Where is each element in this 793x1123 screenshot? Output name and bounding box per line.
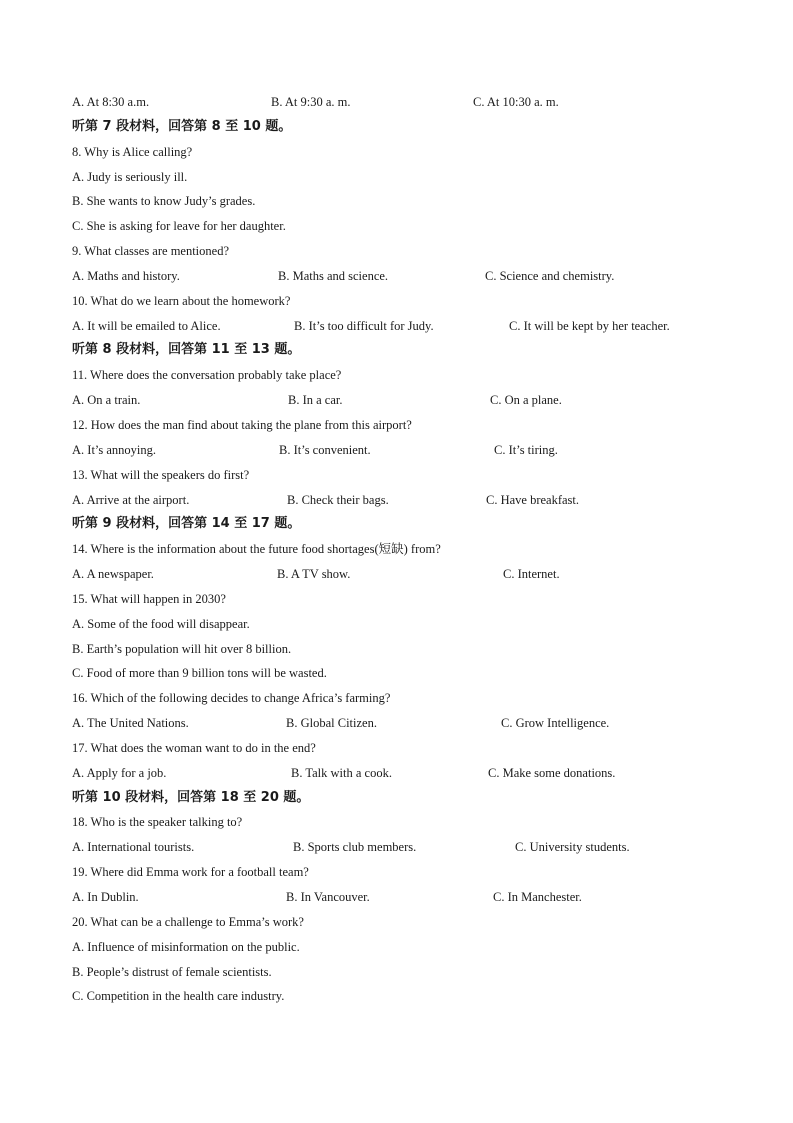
option-row [72, 391, 732, 416]
answer-option: C. At 10:30 a. m. [473, 95, 559, 109]
option-row [72, 317, 732, 342]
question-text [72, 863, 732, 888]
option-row [72, 714, 732, 739]
question-text [72, 242, 732, 267]
answer-option [72, 640, 732, 665]
answer-option [72, 938, 732, 963]
answer-option: A. It’s annoying. [72, 442, 157, 457]
question-text [72, 466, 732, 491]
answer-option [72, 963, 732, 988]
answer-option: B. In Vancouver. [286, 890, 370, 904]
question-list [72, 93, 732, 1012]
answer-option [72, 192, 732, 217]
line-text: 16. Which of the following decides to change Africa’s farming? [72, 691, 391, 706]
answer-option: B. Check their bags. [287, 492, 389, 507]
answer-option [72, 987, 732, 1012]
question-text [72, 292, 732, 317]
line-text: 听第 9 段材料，回答第 14 至 17 题。 [72, 516, 301, 532]
answer-option: B. It’s convenient. [279, 442, 371, 457]
answer-option: B. Maths and science. [278, 268, 389, 283]
line-text: A. Influence of misinformation on the public. [72, 939, 300, 954]
line-text: 听第 10 段材料，回答第 18 至 20 题。 [72, 789, 310, 805]
line-text: 11. Where does the conversation probably take place? [72, 368, 342, 383]
line-text: 8. Why is Alice calling? [72, 144, 193, 159]
option-row [72, 93, 732, 118]
section-heading [72, 789, 732, 814]
answer-option: A. At 8:30 a.m. [72, 95, 150, 109]
answer-option: C. University students. [515, 840, 630, 855]
answer-option: A. Maths and history. [72, 268, 180, 283]
answer-option: C. Internet. [503, 567, 560, 582]
answer-option: A. International tourists. [72, 840, 195, 855]
answer-option: C. It’s tiring. [494, 442, 558, 457]
answer-option [72, 615, 732, 640]
question-text [72, 366, 732, 391]
option-row [72, 441, 732, 466]
answer-option: A. In Dublin. [72, 890, 139, 904]
answer-option: C. Grow Intelligence. [501, 716, 610, 731]
section-heading [72, 118, 732, 143]
answer-option: A. Arrive at the airport. [72, 492, 190, 507]
answer-option [72, 168, 732, 193]
answer-option: B. Sports club members. [293, 840, 417, 855]
answer-option: C. Science and chemistry. [485, 268, 615, 283]
line-text: 13. What will the speakers do first? [72, 467, 250, 482]
line-text: B. She wants to know Judy’s grades. [72, 194, 256, 209]
line-text: 听第 7 段材料，回答第 8 至 10 题。 [72, 118, 292, 134]
answer-option: A. A newspaper. [72, 567, 154, 582]
answer-option: C. Make some donations. [488, 765, 616, 780]
answer-option: B. Talk with a cook. [291, 765, 392, 780]
answer-option: C. In Manchester. [493, 890, 582, 904]
question-text [72, 739, 732, 764]
question-text [72, 143, 732, 168]
line-text: 19. Where did Emma work for a football team? [72, 865, 309, 880]
line-text: 9. What classes are mentioned? [72, 244, 230, 259]
answer-option: A. The United Nations. [72, 716, 189, 731]
answer-option: C. Have breakfast. [486, 492, 580, 507]
section-heading [72, 515, 732, 540]
answer-option: B. At 9:30 a. m. [271, 95, 351, 109]
line-text: C. Competition in the health care industry. [72, 989, 285, 1004]
line-text: A. Judy is seriously ill. [72, 169, 188, 184]
answer-option [72, 217, 732, 242]
answer-option: A. It will be emailed to Alice. [72, 318, 221, 333]
line-text: B. Earth’s population will hit over 8 billion. [72, 641, 292, 656]
question-text [72, 590, 732, 615]
line-text: C. Food of more than 9 billion tons will be wasted. [72, 666, 327, 681]
question-text [72, 813, 732, 838]
answer-option: B. It’s too difficult for Judy. [294, 318, 434, 333]
section-heading [72, 341, 732, 366]
question-text [72, 540, 732, 565]
question-text [72, 416, 732, 441]
line-text: 听第 8 段材料，回答第 11 至 13 题。 [72, 342, 301, 358]
answer-option: C. On a plane. [490, 393, 562, 408]
answer-option: A. Apply for a job. [72, 765, 167, 780]
line-text: 12. How does the man find about taking the plane from this airport? [72, 417, 412, 432]
question-text [72, 689, 732, 714]
option-row [72, 888, 732, 913]
line-text: 15. What will happen in 2030? [72, 591, 226, 606]
line-text: 10. What do we learn about the homework? [72, 293, 291, 308]
answer-option: A. On a train. [72, 393, 141, 408]
answer-option: B. A TV show. [277, 567, 351, 582]
answer-option: B. Global Citizen. [286, 716, 377, 731]
line-text: C. She is asking for leave for her daughter. [72, 219, 286, 234]
answer-option [72, 664, 732, 689]
option-row [72, 565, 732, 590]
question-text [72, 913, 732, 938]
line-text: 20. What can be a challenge to Emma’s work? [72, 914, 304, 929]
line-text: 14. Where is the information about the future food shortages(短缺) from? [72, 542, 441, 557]
line-text: A. Some of the food will disappear. [72, 616, 250, 631]
option-row [72, 764, 732, 789]
line-text: 18. Who is the speaker talking to? [72, 815, 243, 830]
answer-option: C. It will be kept by her teacher. [509, 318, 670, 333]
option-row [72, 267, 732, 292]
option-row [72, 491, 732, 516]
line-text: 17. What does the woman want to do in the end? [72, 740, 316, 755]
line-text: B. People’s distrust of female scientists. [72, 964, 272, 979]
option-row [72, 838, 732, 863]
answer-option: B. In a car. [288, 393, 343, 408]
